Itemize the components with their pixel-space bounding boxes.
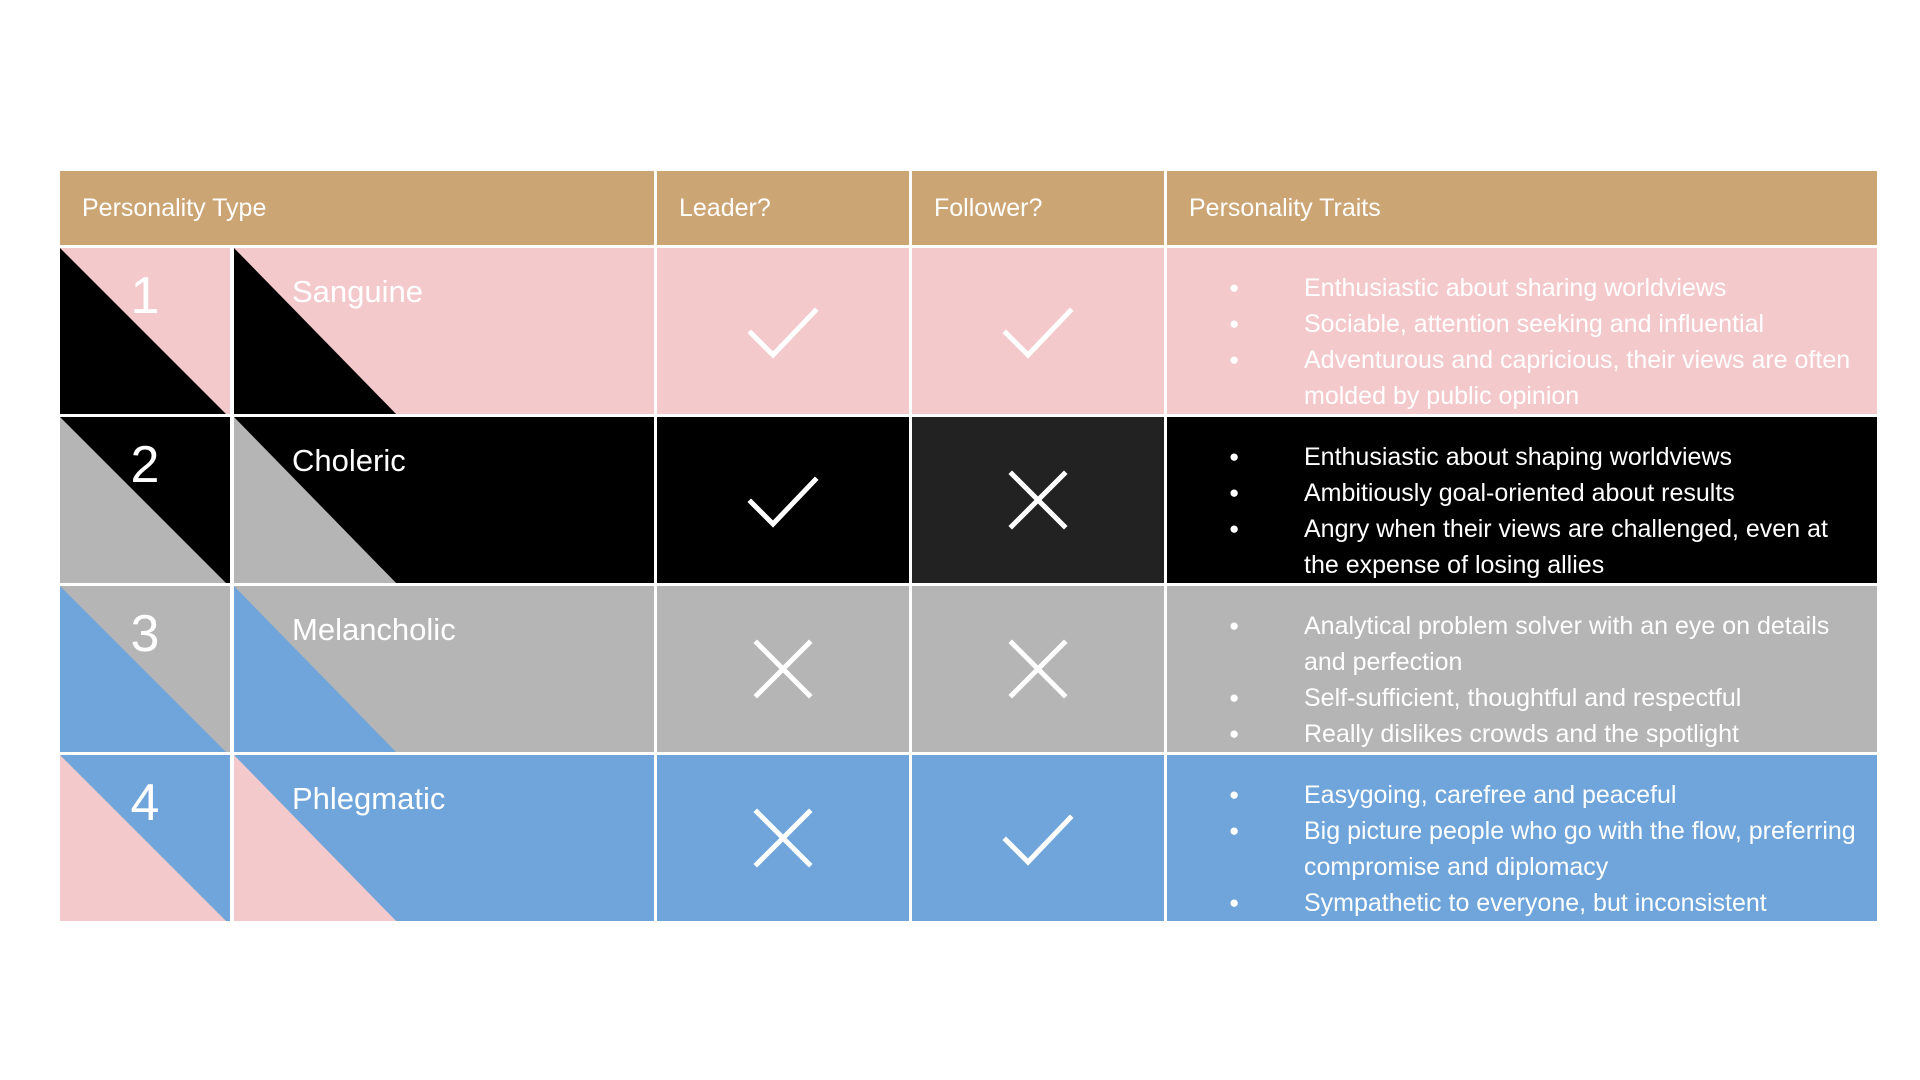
trait-item: ● Adventurous and capricious, their views are often molded by public opinion <box>1167 342 1857 414</box>
traits-list <box>1167 755 1877 921</box>
type-name: Melancholic <box>292 612 456 647</box>
type-number: 4 <box>130 774 160 832</box>
leader-cell <box>656 585 911 754</box>
type-name: Choleric <box>292 443 406 478</box>
traits-cell <box>1166 585 1879 754</box>
header-leader: Leader? <box>656 170 911 247</box>
header-personality-traits: Personality Traits <box>1166 170 1879 247</box>
follower-cell <box>911 247 1166 416</box>
leader-cell <box>656 754 911 923</box>
type-number: 1 <box>130 267 160 325</box>
personality-table <box>57 168 1880 924</box>
traits-cell <box>1166 247 1879 416</box>
table-row <box>59 247 1879 416</box>
cross-icon <box>743 798 823 878</box>
personality-type-cell <box>59 585 656 754</box>
traits-list <box>1167 248 1877 414</box>
trait-item: ● Really dislikes crowds and the spotlight <box>1167 716 1857 752</box>
header-follower: Follower? <box>911 170 1166 247</box>
personality-type-cell <box>59 754 656 923</box>
cross-icon <box>743 629 823 709</box>
table-row <box>59 416 1879 585</box>
header-personality-type: Personality Type <box>59 170 656 247</box>
traits-list <box>1167 586 1877 752</box>
check-icon <box>998 798 1078 878</box>
traits-cell <box>1166 416 1879 585</box>
trait-item: ● Easygoing, carefree and peaceful <box>1167 777 1857 813</box>
table-row <box>59 754 1879 923</box>
cross-icon <box>998 629 1078 709</box>
trait-item: ● Self-sufficient, thoughtful and respectful <box>1167 680 1857 716</box>
header-row <box>59 170 1879 247</box>
trait-item: ● Enthusiastic about sharing worldviews <box>1167 270 1857 306</box>
trait-item: ● Sociable, attention seeking and influential <box>1167 306 1857 342</box>
check-icon <box>743 460 823 540</box>
trait-item: ● Ambitiously goal-oriented about results <box>1167 475 1857 511</box>
trait-item: ● Sympathetic to everyone, but inconsistent <box>1167 885 1857 921</box>
traits-list <box>1167 417 1877 583</box>
cross-icon <box>998 460 1078 540</box>
traits-cell <box>1166 754 1879 923</box>
follower-cell <box>911 754 1166 923</box>
trait-item: ● Angry when their views are challenged, even at the expense of losing allies <box>1167 511 1857 583</box>
trait-item: ● Big picture people who go with the flow, preferring compromise and diplomacy <box>1167 813 1857 885</box>
follower-cell <box>911 585 1166 754</box>
personality-type-cell <box>59 416 656 585</box>
check-icon <box>743 291 823 371</box>
trait-item: ● Enthusiastic about shaping worldviews <box>1167 439 1857 475</box>
type-name: Phlegmatic <box>292 781 446 816</box>
trait-item: ● Analytical problem solver with an eye on details and perfection <box>1167 608 1857 680</box>
check-icon <box>998 291 1078 371</box>
type-name: Sanguine <box>292 274 424 309</box>
personality-type-cell <box>59 247 656 416</box>
leader-cell <box>656 247 911 416</box>
type-number: 3 <box>130 605 160 663</box>
type-number: 2 <box>130 436 160 494</box>
follower-cell <box>911 416 1166 585</box>
table-row <box>59 585 1879 754</box>
leader-cell <box>656 416 911 585</box>
